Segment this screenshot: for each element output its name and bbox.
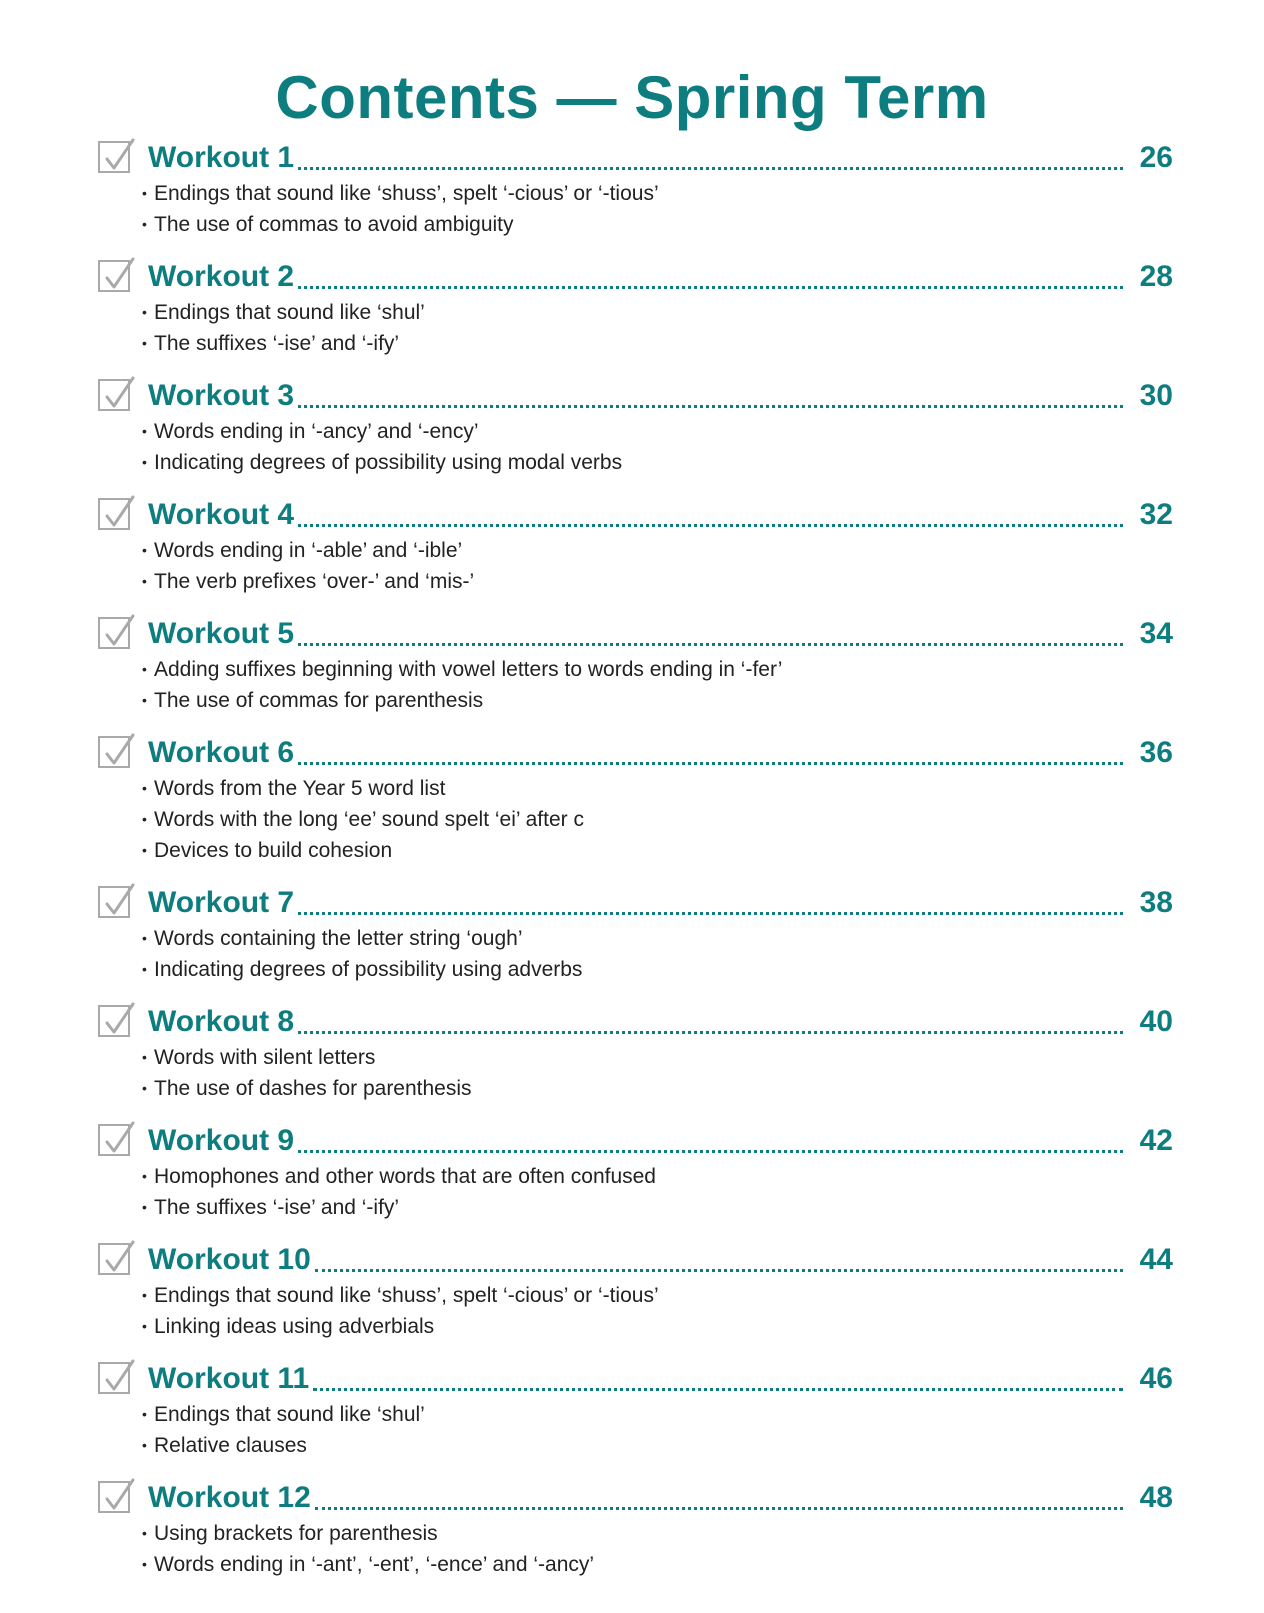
checkmark-icon bbox=[102, 1120, 136, 1156]
contents-entry bbox=[98, 1359, 1173, 1461]
dot-leader bbox=[298, 762, 1123, 765]
bullet-icon: • bbox=[142, 842, 147, 858]
topic-text: The verb prefixes ‘over-’ and ‘mis-’ bbox=[154, 570, 475, 593]
dot-leader bbox=[298, 405, 1123, 408]
contents-entry bbox=[98, 1240, 1173, 1342]
page-number[interactable]: 30 bbox=[1136, 376, 1173, 416]
entry-heading-row bbox=[98, 1359, 1173, 1399]
dot-leader bbox=[298, 167, 1123, 170]
topic-text: Adding suffixes beginning with vowel letters to words ending in ‘-fer’ bbox=[154, 658, 783, 681]
topic-list bbox=[98, 1161, 1173, 1223]
dot-leader bbox=[315, 1507, 1123, 1510]
topic-text: Relative clauses bbox=[154, 1434, 307, 1457]
entry-heading-row bbox=[98, 1240, 1173, 1280]
dot-leader bbox=[298, 524, 1123, 527]
entry-heading-row bbox=[98, 495, 1173, 535]
checkmark-icon bbox=[102, 137, 136, 173]
checkmark-icon bbox=[102, 256, 136, 292]
page-number[interactable]: 28 bbox=[1136, 257, 1173, 297]
workout-title[interactable]: Workout 6 bbox=[148, 733, 298, 773]
topic-text: Words ending in ‘-ancy’ and ‘-ency’ bbox=[154, 420, 479, 443]
contents-entry bbox=[98, 376, 1173, 478]
topic-text: Linking ideas using adverbials bbox=[154, 1315, 435, 1338]
dot-leader bbox=[315, 1269, 1123, 1272]
page-number[interactable]: 36 bbox=[1136, 733, 1173, 773]
contents-entry bbox=[98, 614, 1173, 716]
checkbox[interactable] bbox=[98, 1362, 130, 1394]
bullet-icon: • bbox=[142, 661, 147, 677]
page-number[interactable]: 42 bbox=[1136, 1121, 1173, 1161]
bullet-icon: • bbox=[142, 780, 147, 796]
page-number[interactable]: 32 bbox=[1136, 495, 1173, 535]
entry-heading-row bbox=[98, 376, 1173, 416]
contents-entry bbox=[98, 1002, 1173, 1104]
topic-item bbox=[142, 1311, 1173, 1342]
contents-entry bbox=[98, 733, 1173, 866]
dot-leader bbox=[298, 912, 1123, 915]
checkbox[interactable] bbox=[98, 1243, 130, 1275]
checkbox[interactable] bbox=[98, 1005, 130, 1037]
topic-item bbox=[142, 1161, 1173, 1192]
topic-item bbox=[142, 1549, 1173, 1580]
bullet-icon: • bbox=[142, 216, 147, 232]
topic-list bbox=[98, 1399, 1173, 1461]
workout-title[interactable]: Workout 10 bbox=[148, 1240, 315, 1280]
topic-list bbox=[98, 923, 1173, 985]
topic-text: Words with the long ‘ee’ sound spelt ‘ei’ after c bbox=[154, 808, 584, 831]
dot-leader bbox=[298, 643, 1123, 646]
bullet-icon: • bbox=[142, 811, 147, 827]
checkbox[interactable] bbox=[98, 617, 130, 649]
entry-heading-row bbox=[98, 1121, 1173, 1161]
page-number[interactable]: 34 bbox=[1136, 614, 1173, 654]
checkbox[interactable] bbox=[98, 141, 130, 173]
topic-list bbox=[98, 654, 1173, 716]
bullet-icon: • bbox=[142, 930, 147, 946]
bullet-icon: • bbox=[142, 1168, 147, 1184]
topic-text: Words from the Year 5 word list bbox=[154, 777, 446, 800]
dot-leader bbox=[313, 1388, 1123, 1391]
topic-text: Devices to build cohesion bbox=[154, 839, 393, 862]
page-number[interactable]: 38 bbox=[1136, 883, 1173, 923]
contents-entry bbox=[98, 138, 1173, 240]
checkmark-icon bbox=[102, 1239, 136, 1275]
workout-title[interactable]: Workout 1 bbox=[148, 138, 298, 178]
workout-title[interactable]: Workout 2 bbox=[148, 257, 298, 297]
bullet-icon: • bbox=[142, 1406, 147, 1422]
bullet-icon: • bbox=[142, 1287, 147, 1303]
topic-item bbox=[142, 297, 1173, 328]
entry-heading-row bbox=[98, 614, 1173, 654]
workout-title[interactable]: Workout 12 bbox=[148, 1478, 315, 1518]
topic-item bbox=[142, 1073, 1173, 1104]
topic-text: Using brackets for parenthesis bbox=[154, 1522, 438, 1545]
entry-heading-row bbox=[98, 1478, 1173, 1518]
checkmark-icon bbox=[102, 1477, 136, 1513]
topic-text: Words containing the letter string ‘ough’ bbox=[154, 927, 523, 950]
topic-item bbox=[142, 1192, 1173, 1223]
topic-item bbox=[142, 328, 1173, 359]
bullet-icon: • bbox=[142, 1318, 147, 1334]
bullet-icon: • bbox=[142, 1556, 147, 1572]
workout-title[interactable]: Workout 7 bbox=[148, 883, 298, 923]
workout-title[interactable]: Workout 3 bbox=[148, 376, 298, 416]
topic-text: Words ending in ‘-ant’, ‘-ent’, ‘-ence’ and ‘-ancy’ bbox=[154, 1553, 595, 1576]
contents-list bbox=[98, 138, 1173, 1597]
topic-item bbox=[142, 209, 1173, 240]
page-number[interactable]: 46 bbox=[1136, 1359, 1173, 1399]
page-title: Contents — Spring Term bbox=[275, 64, 989, 131]
topic-text: Words ending in ‘-able’ and ‘-ible’ bbox=[154, 539, 463, 562]
topic-item bbox=[142, 447, 1173, 478]
topic-item bbox=[142, 535, 1173, 566]
checkbox[interactable] bbox=[98, 736, 130, 768]
topic-text: Homophones and other words that are often confused bbox=[154, 1165, 656, 1188]
topic-list bbox=[98, 773, 1173, 866]
checkbox[interactable] bbox=[98, 498, 130, 530]
topic-list bbox=[98, 1042, 1173, 1104]
checkmark-icon bbox=[102, 732, 136, 768]
topic-item bbox=[142, 566, 1173, 597]
checkbox[interactable] bbox=[98, 886, 130, 918]
topic-list bbox=[98, 1280, 1173, 1342]
dot-leader bbox=[298, 1031, 1123, 1034]
topic-item bbox=[142, 954, 1173, 985]
checkmark-icon bbox=[102, 882, 136, 918]
checkbox[interactable] bbox=[98, 1124, 130, 1156]
contents-entry bbox=[98, 495, 1173, 597]
bullet-icon: • bbox=[142, 692, 147, 708]
topic-text: Indicating degrees of possibility using adverbs bbox=[154, 958, 583, 981]
checkmark-icon bbox=[102, 375, 136, 411]
bullet-icon: • bbox=[142, 454, 147, 470]
topic-text: Endings that sound like ‘shuss’, spelt ‘-cious’ or ‘-tious’ bbox=[154, 1284, 659, 1307]
entry-heading-row bbox=[98, 733, 1173, 773]
entry-heading-row bbox=[98, 883, 1173, 923]
checkmark-icon bbox=[102, 494, 136, 530]
bullet-icon: • bbox=[142, 335, 147, 351]
topic-list bbox=[98, 535, 1173, 597]
entry-heading-row bbox=[98, 257, 1173, 297]
contents-entry bbox=[98, 1478, 1173, 1580]
checkmark-icon bbox=[102, 1001, 136, 1037]
topic-item bbox=[142, 835, 1173, 866]
contents-entry bbox=[98, 883, 1173, 985]
bullet-icon: • bbox=[142, 1080, 147, 1096]
contents-entry bbox=[98, 257, 1173, 359]
topic-text: The use of commas to avoid ambiguity bbox=[154, 213, 514, 236]
topic-item bbox=[142, 1518, 1173, 1549]
topic-text: The use of dashes for parenthesis bbox=[154, 1077, 472, 1100]
checkbox[interactable] bbox=[98, 1481, 130, 1513]
topic-item bbox=[142, 773, 1173, 804]
workout-title[interactable]: Workout 4 bbox=[148, 495, 298, 535]
contents-entry bbox=[98, 1121, 1173, 1223]
topic-text: The suffixes ‘-ise’ and ‘-ify’ bbox=[154, 332, 400, 355]
topic-item bbox=[142, 1430, 1173, 1461]
dot-leader bbox=[298, 1150, 1123, 1153]
topic-item bbox=[142, 178, 1173, 209]
bullet-icon: • bbox=[142, 1049, 147, 1065]
topic-item bbox=[142, 1280, 1173, 1311]
topic-text: The suffixes ‘-ise’ and ‘-ify’ bbox=[154, 1196, 400, 1219]
bullet-icon: • bbox=[142, 423, 147, 439]
checkbox[interactable] bbox=[98, 260, 130, 292]
topic-list bbox=[98, 1518, 1173, 1580]
topic-text: Indicating degrees of possibility using modal verbs bbox=[154, 451, 623, 474]
page-number[interactable]: 48 bbox=[1136, 1478, 1173, 1518]
bullet-icon: • bbox=[142, 573, 147, 589]
topic-item bbox=[142, 654, 1173, 685]
topic-item bbox=[142, 685, 1173, 716]
topic-list bbox=[98, 297, 1173, 359]
topic-list bbox=[98, 416, 1173, 478]
workout-title[interactable]: Workout 8 bbox=[148, 1002, 298, 1042]
checkmark-icon bbox=[102, 613, 136, 649]
workout-title[interactable]: Workout 11 bbox=[148, 1359, 313, 1399]
topic-item bbox=[142, 1399, 1173, 1430]
workout-title[interactable]: Workout 9 bbox=[148, 1121, 298, 1161]
page-number[interactable]: 44 bbox=[1136, 1240, 1173, 1280]
bullet-icon: • bbox=[142, 185, 147, 201]
topic-text: Endings that sound like ‘shul’ bbox=[154, 1403, 425, 1426]
page-number[interactable]: 40 bbox=[1136, 1002, 1173, 1042]
checkbox[interactable] bbox=[98, 379, 130, 411]
bullet-icon: • bbox=[142, 1437, 147, 1453]
entry-heading-row bbox=[98, 138, 1173, 178]
bullet-icon: • bbox=[142, 542, 147, 558]
entry-heading-row bbox=[98, 1002, 1173, 1042]
topic-list bbox=[98, 178, 1173, 240]
workout-title[interactable]: Workout 5 bbox=[148, 614, 298, 654]
topic-item bbox=[142, 416, 1173, 447]
topic-item bbox=[142, 1042, 1173, 1073]
topic-text: Endings that sound like ‘shuss’, spelt ‘-cious’ or ‘-tious’ bbox=[154, 182, 659, 205]
topic-item bbox=[142, 804, 1173, 835]
topic-text: Endings that sound like ‘shul’ bbox=[154, 301, 425, 324]
bullet-icon: • bbox=[142, 1199, 147, 1215]
topic-text: The use of commas for parenthesis bbox=[154, 689, 484, 712]
bullet-icon: • bbox=[142, 1525, 147, 1541]
topic-text: Words with silent letters bbox=[154, 1046, 376, 1069]
bullet-icon: • bbox=[142, 961, 147, 977]
topic-item bbox=[142, 923, 1173, 954]
dot-leader bbox=[298, 286, 1123, 289]
bullet-icon: • bbox=[142, 304, 147, 320]
checkmark-icon bbox=[102, 1358, 136, 1394]
page-number[interactable]: 26 bbox=[1136, 138, 1173, 178]
